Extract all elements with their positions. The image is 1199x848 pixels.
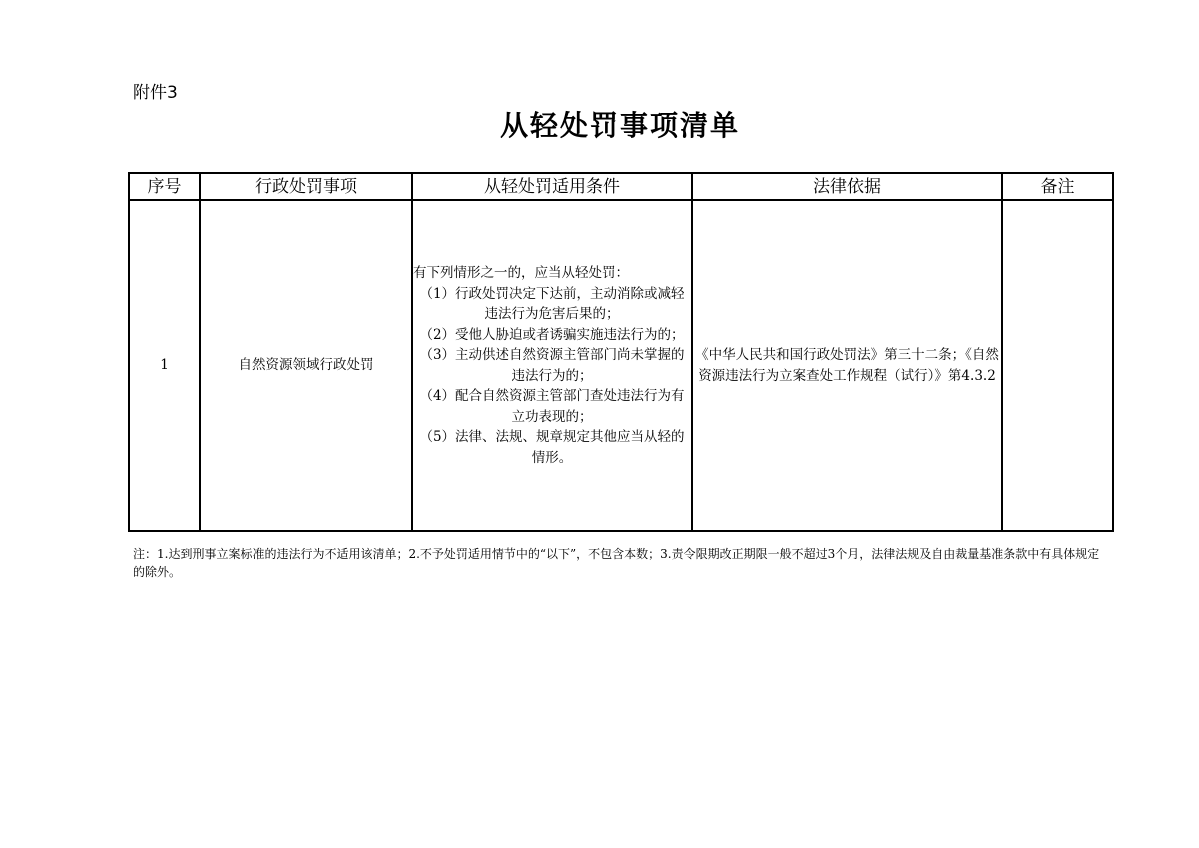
cell-legal-basis: 《中华人民共和国行政处罚法》第三十二条；《自然资源违法行为立案查处工作规程（试行）》第4.3.2 <box>692 200 1002 531</box>
conditions-lead: 有下列情形之一的，应当从轻处罚： <box>413 265 629 281</box>
cell-index: 1 <box>129 200 200 531</box>
penalty-table <box>128 172 1114 532</box>
attachment-label: 附件3 <box>133 83 178 103</box>
table-row <box>129 200 1113 531</box>
header-index: 序号 <box>129 173 200 200</box>
table-header-row <box>129 173 1113 200</box>
cell-remark <box>1002 200 1113 531</box>
condition-item: （3）主动供述自然资源主管部门尚未掌握的违法行为的； <box>419 347 685 384</box>
condition-item: （1）行政处罚决定下达前，主动消除或减轻违法行为危害后果的； <box>419 285 685 322</box>
footnote: 注：1.达到刑事立案标准的违法行为不适用该清单；2.不予处罚适用情节中的“以下”，不包含本数；3.责令限期改正期限一般不超过3个月，法律法规及自由裁量基准条款中有具体规定的除外。 <box>133 547 1100 579</box>
cell-item: 自然资源领域行政处罚 <box>200 200 412 531</box>
condition-item: （2）受他人胁迫或者诱骗实施违法行为的； <box>419 326 685 343</box>
cell-conditions <box>412 200 692 531</box>
header-conditions: 从轻处罚适用条件 <box>412 173 692 200</box>
header-item: 行政处罚事项 <box>200 173 412 200</box>
header-remark: 备注 <box>1002 173 1113 200</box>
condition-item: （5）法律、法规、规章规定其他应当从轻的情形。 <box>419 429 685 466</box>
header-legal-basis: 法律依据 <box>692 173 1002 200</box>
document-title: 从轻处罚事项清单 <box>499 109 740 142</box>
condition-item: （4）配合自然资源主管部门查处违法行为有立功表现的； <box>419 388 685 425</box>
